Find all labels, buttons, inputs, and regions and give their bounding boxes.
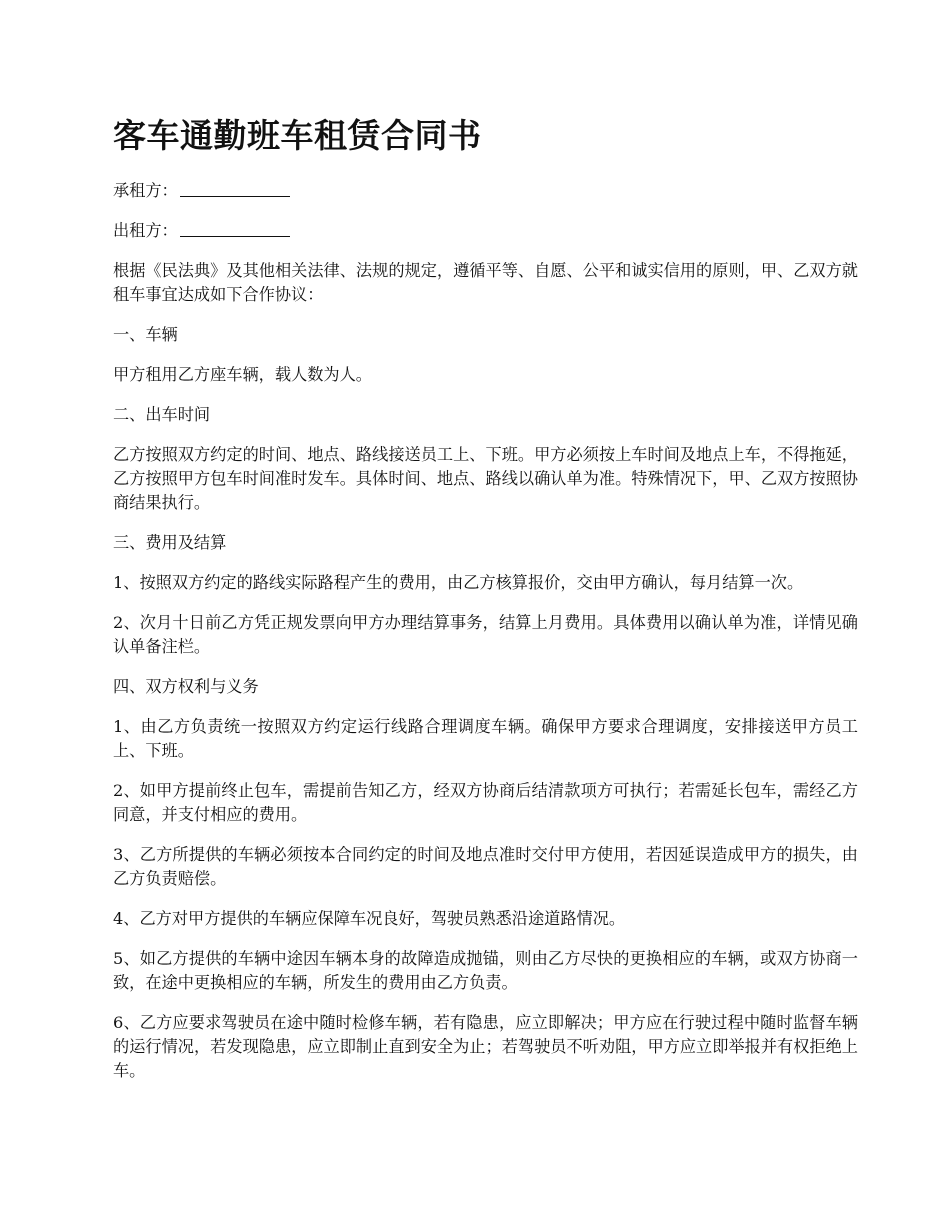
document-title: 客车通勤班车租赁合同书 — [113, 116, 482, 155]
section-heading: 二、出车时间 — [113, 405, 211, 424]
lessor-line — [113, 219, 858, 243]
section-paragraph: 1、按照双方约定的路线实际路程产生的费用，由乙方核算报价，交由甲方确认，每月结算一次。 — [113, 573, 804, 592]
lessor-blank — [180, 219, 290, 237]
section-heading: 三、费用及结算 — [113, 533, 227, 552]
lessee-line — [113, 179, 858, 203]
section-paragraph: 2、如甲方提前终止包车，需提前告知乙方，经双方协商后结清款项方可执行；若需延长包车，需经乙方同意，并支付相应的费用。 — [113, 781, 858, 824]
lessor-label: 出租方： — [113, 221, 178, 240]
section-paragraph: 乙方按照双方约定的时间、地点、路线接送员工上、下班。甲方必须按上车时间及地点上车，不得拖延，乙方按照甲方包车时间准时发车。具体时间、地点、路线以确认单为准。特殊情况下，甲、乙双方按照协商结果执行。 — [113, 445, 858, 512]
section-paragraph: 3、乙方所提供的车辆必须按本合同约定的时间及地点准时交付甲方使用，若因延误造成甲方的损失，由乙方负责赔偿。 — [113, 845, 858, 888]
section-paragraph: 2、次月十日前乙方凭正规发票向甲方办理结算事务，结算上月费用。具体费用以确认单为准，详情见确认单备注栏。 — [113, 613, 858, 656]
document-page — [113, 112, 858, 1099]
section-paragraph: 4、乙方对甲方提供的车辆应保障车况良好，驾驶员熟悉沿途道路情况。 — [113, 909, 626, 928]
section-paragraph: 甲方租用乙方座车辆，载人数为人。 — [113, 365, 372, 384]
section-paragraph: 1、由乙方负责统一按照双方约定运行线路合理调度车辆。确保甲方要求合理调度，安排接送甲方员工上、下班。 — [113, 717, 858, 760]
lessee-label: 承租方： — [113, 181, 178, 200]
section-paragraph: 5、如乙方提供的车辆中途因车辆本身的故障造成抛锚，则由乙方尽快的更换相应的车辆，或双方协商一致，在途中更换相应的车辆，所发生的费用由乙方负责。 — [113, 949, 858, 992]
section-paragraph: 6、乙方应要求驾驶员在途中随时检修车辆，若有隐患，应立即解决；甲方应在行驶过程中随时监督车辆的运行情况，若发现隐患，应立即制止直到安全为止；若驾驶员不听劝阻，甲方应立即举报并有权拒绝上车。 — [113, 1013, 858, 1080]
section-heading: 四、双方权利与义务 — [113, 677, 259, 696]
section-heading: 一、车辆 — [113, 325, 178, 344]
intro-paragraph: 根据《民法典》及其他相关法律、法规的规定，遵循平等、自愿、公平和诚实信用的原则，甲、乙双方就租车事宜达成如下合作协议： — [113, 261, 858, 304]
lessee-blank — [180, 179, 290, 197]
